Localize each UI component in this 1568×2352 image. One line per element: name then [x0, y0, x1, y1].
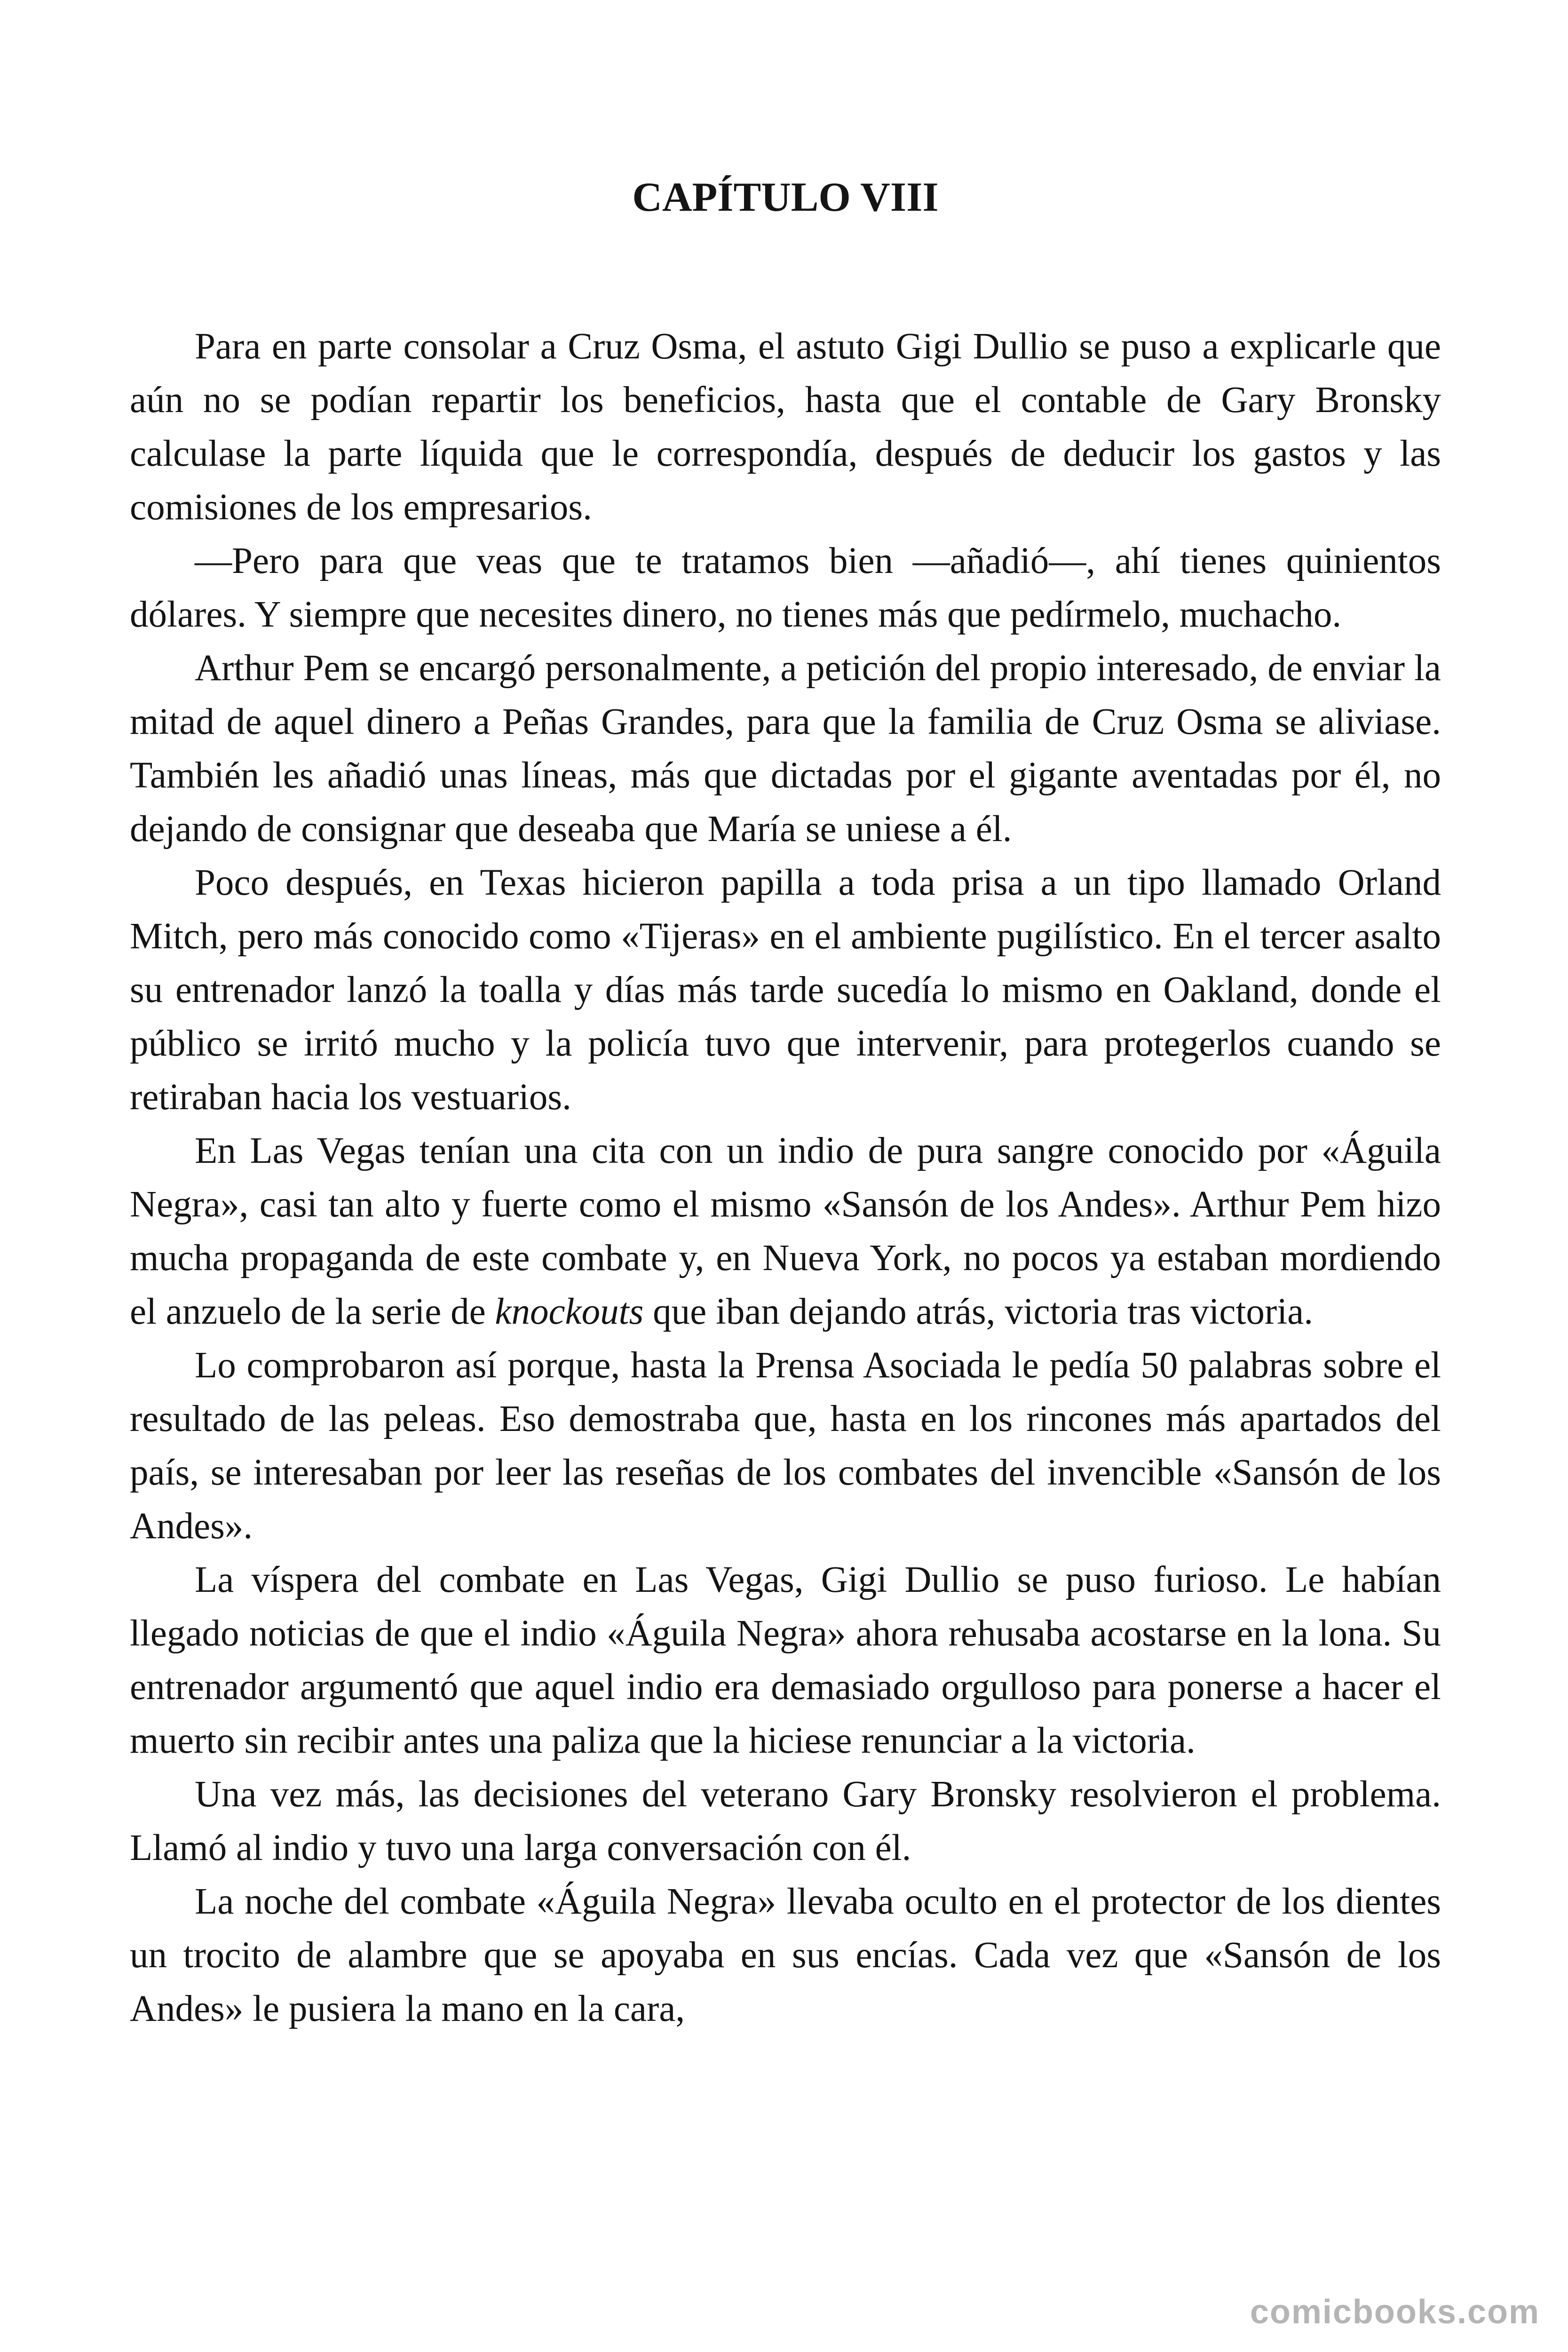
- paragraph: [130, 1124, 1441, 1339]
- italic-term: knockouts: [495, 1291, 644, 1332]
- paragraph-text: que iban dejando atrás, victoria tras victoria.: [643, 1291, 1313, 1332]
- paragraph: Lo comprobaron así porque, hasta la Prensa Asociada le pedía 50 palabras sobre el resultado de las peleas. Eso demostraba que, hasta en los rincones más apartados del país, se interesaban por leer las reseñas de los combates del invencible «Sansón de los Andes».: [130, 1345, 1441, 1547]
- paragraph: —Pero para que veas que te tratamos bien —añadió—, ahí tienes quinientos dólares. Y siempre que necesites dinero, no tienes más que pedírmelo, muchacho.: [130, 540, 1441, 635]
- watermark: comicbooks.com: [1250, 2293, 1540, 2331]
- book-page: [130, 0, 1441, 2352]
- paragraph: Arthur Pem se encargó personalmente, a petición del propio interesado, de enviar la mitad de aquel dinero a Peñas Grandes, para que la familia de Cruz Osma se aliviase. También les añadió unas líneas, más que dictadas por el gigante aventadas por él, no dejando de consignar que deseaba que María se uniese a él.: [130, 648, 1441, 850]
- paragraph: Una vez más, las decisiones del veterano Gary Bronsky resolvieron el problema. Llamó al indio y tuvo una larga conversación con él.: [130, 1774, 1441, 1868]
- chapter-body: [130, 320, 1441, 2036]
- paragraph: Poco después, en Texas hicieron papilla a toda prisa a un tipo llamado Orland Mitch, pero más conocido como «Tijeras» en el ambiente pugilístico. En el tercer asalto su entrenador lanzó la toalla y días más tarde sucedía lo mismo en Oakland, donde el público se irritó mucho y la policía tuvo que intervenir, para protegerlos cuando se retiraban hacia los vestuarios.: [130, 862, 1441, 1118]
- paragraph-text: En Las Vegas tenían una cita con un indio de pura sangre conocido por «Águila Negra», casi tan alto y fuerte como el mismo «Sansón de los Andes». Arthur Pem hizo mucha propaganda de este combate y, en Nueva York, no pocos ya estaban mordiendo el anzuelo de la serie de: [130, 1130, 1441, 1332]
- chapter-title: CAPÍTULO VIII: [632, 175, 939, 220]
- paragraph: La noche del combate «Águila Negra» llevaba oculto en el protector de los dientes un trocito de alambre que se apoyaba en sus encías. Cada vez que «Sansón de los Andes» le pusiera la mano en la cara,: [130, 1881, 1441, 2029]
- paragraph: La víspera del combate en Las Vegas, Gigi Dullio se puso furioso. Le habían llegado noticias de que el indio «Águila Negra» ahora rehusaba acostarse en la lona. Su entrenador argumentó que aquel indio era demasiado orgulloso para ponerse a hacer el muerto sin recibir antes una paliza que la hiciese renunciar a la victoria.: [130, 1559, 1441, 1761]
- paragraph: Para en parte consolar a Cruz Osma, el astuto Gigi Dullio se puso a explicarle que aún no se podían repartir los beneficios, hasta que el contable de Gary Bronsky calculase la parte líquida que le correspondía, después de deducir los gastos y las comisiones de los empresarios.: [130, 326, 1441, 528]
